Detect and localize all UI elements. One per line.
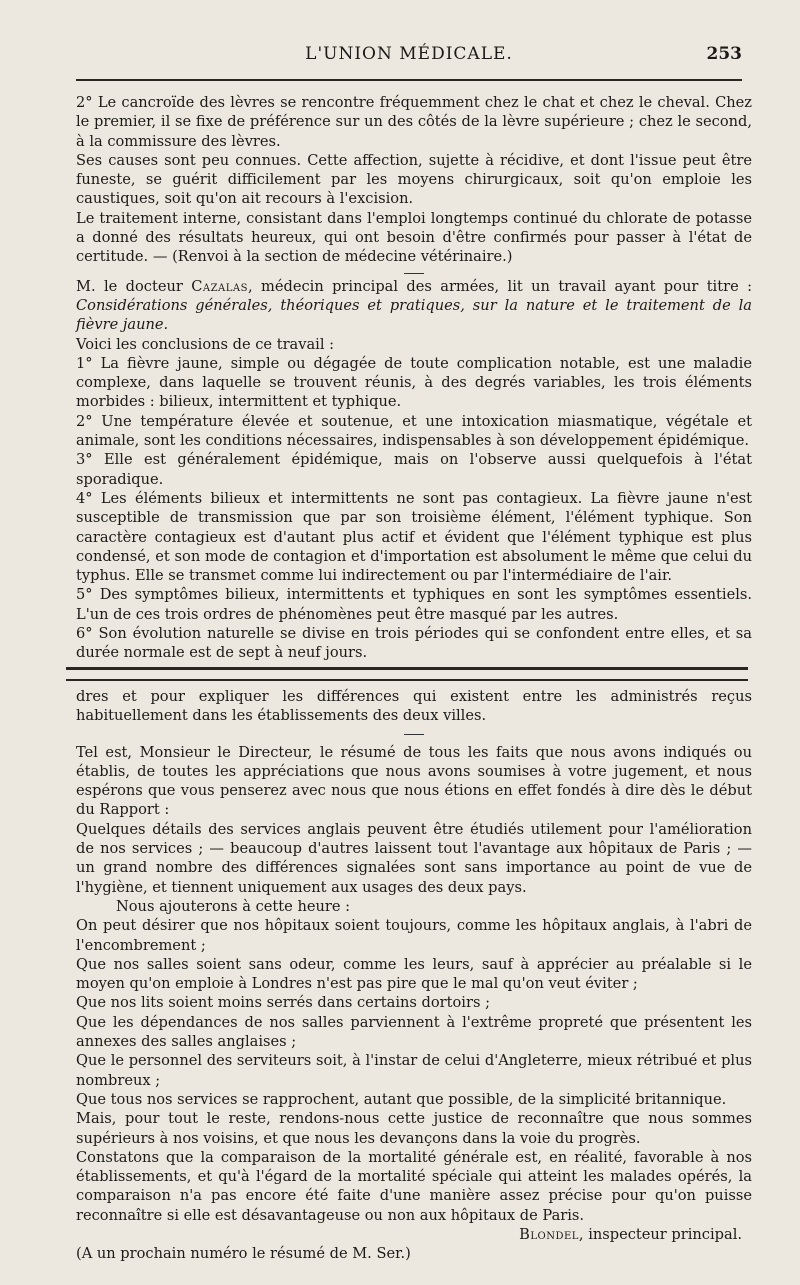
conclusion-item: 4° Les éléments bilieux et intermittents ne sont pas contagieux. La fièvre jaune n'est susceptible de transmission que par son troisième élément, l'élément typhique. Son caractère contagieux est d'autant plus actif et évident que l'élément typhique est plus condensé, et son mode de contagion et d'importation est absolument le même que celui du typhus. Elle se transmet comme lui indirectement ou par l'intermédiaire de l'air. [76, 489, 752, 585]
paragraph: Ses causes sont peu connues. Cette affection, sujette à récidive, et dont l'issue peut être funeste, se guérit difficilement par les moyens chirurgicaux, soit qu'on emploie les caustiques, soit qu'on ait recours à l'excision. [76, 151, 752, 208]
lower-article [76, 687, 752, 1264]
paragraph: dres et pour expliquer les différences qui existent entre les administrés reçus habituellement dans les établissements des deux villes. [76, 688, 752, 725]
paragraph: Voici les conclusions de ce travail : [76, 335, 335, 353]
author-name: Cazalas [191, 277, 248, 295]
paragraph: Quelques détails des services anglais peuvent être étudiés utilement pour l'amélioration de nos services ; — beaucoup d'autres laissent tout l'avantage aux hôpitaux de Paris ; — un grand nombre des différences signalées sont sans importance au point de vue de l'hygiène, et tiennent uniquement aux usages des deux pays. [76, 820, 752, 896]
upper-article [76, 93, 752, 663]
paragraph: 2° Le cancroïde des lèvres se rencontre fréquemment chez le chat et chez le cheval. Chez le premier, il se fixe de préférence sur un des côtés de la lèvre supérieure ; chez le second, à la commissure des lèvres. [76, 94, 752, 150]
paragraph: Que nos salles soient sans odeur, comme les leurs, sauf à apprécier au préalable si le moyen qu'on emploie à Londres n'est pas pire que le mal qu'on veut éviter ; [76, 955, 752, 993]
paragraph: Constatons que la comparaison de la mortalité générale est, en réalité, favorable à nos établissements, et qu'à l'égard de la mortalité spéciale qui atteint les malades opérés, la comparaison n'a pas encore été faite d'une manière assez précise pour qu'on puisse reconnaître si elle est désavantageuse ou non aux hôpitaux de Paris. [76, 1148, 752, 1224]
conclusion-item: 3° Elle est généralement épidémique, mais on l'observe aussi quelquefois à l'état sporadique. [76, 451, 752, 488]
conclusion-item: 5° Des symptômes bilieux, intermittents et typhiques en sont les symptômes essentiels. L'un de ces trois ordres de phénomènes peut être masqué par les autres. [76, 586, 752, 623]
paragraph: Que les dépendances de nos salles parviennent à l'extrême propreté que présentent les annexes des salles anglaises ; [76, 1013, 752, 1051]
signer-name: Blondel [519, 1226, 579, 1244]
signature [76, 1225, 752, 1244]
section-divider [404, 734, 424, 735]
paragraph: On peut désirer que nos hôpitaux soient toujours, comme les hôpitaux anglais, à l'abri de l'encombrement ; [76, 917, 752, 954]
text: , médecin principal des armées, lit un travail ayant pour titre : [248, 277, 753, 295]
header-rule [76, 79, 742, 81]
work-title: Considérations générales, théoriques et pratiques, sur la nature et le traitement de la fièvre jaune. [76, 296, 752, 334]
paragraph: Que le personnel des serviteurs soit, à l'instar de celui d'Angleterre, mieux rétribué et plus nombreux ; [76, 1052, 752, 1089]
feuilleton-divider [66, 667, 748, 681]
paragraph: Mais, pour tout le reste, rendons-nous cette justice de reconnaître que nous sommes supérieurs à nos voisins, et que nous les devançons dans la voie du progrès. [76, 1110, 752, 1147]
footnote: (A un prochain numéro le résumé de M. Ser.) [76, 1245, 411, 1263]
signer-role: , inspecteur principal. [578, 1226, 742, 1244]
paragraph-cazalas [76, 277, 752, 335]
journal-title: L'UNION MÉDICALE. [305, 44, 513, 64]
section-divider [404, 273, 424, 274]
paragraph: Tel est, Monsieur le Directeur, le résumé de tous les faits que nous avons indiqués ou établis, de toutes les appréciations que nous avons soumises à votre jugement, et nous espérons que vous penserez avec nous que nous étions en effet fondés à dire dès le début du Rapport : [76, 743, 752, 819]
paragraph: Que nos lits soient moins serrés dans certains dortoirs ; [76, 994, 490, 1012]
paragraph: Nous ajouterons à cette heure : [116, 897, 351, 915]
conclusion-item: 6° Son évolution naturelle se divise en trois périodes qui se confondent entre elles, et sa durée normale est de sept à neuf jours. [76, 625, 752, 662]
paragraph: Que tous nos services se rapprochent, autant que possible, de la simplicité britannique. [76, 1090, 727, 1108]
conclusion-item: 2° Une température élevée et soutenue, et une intoxication miasmatique, végétale et animale, sont les conditions nécessaires, indispensables à son développement épidémique. [76, 412, 752, 450]
paragraph: Le traitement interne, consistant dans l'emploi longtemps continué du chlorate de potasse a donné des résultats heureux, qui ont besoin d'être confirmés pour passer à l'état de certitude. — (Renvoi à la section de médecine vétérinaire.) [76, 209, 752, 266]
page-number: 253 [706, 44, 742, 64]
page-header [76, 44, 742, 74]
text: M. le docteur [76, 277, 192, 295]
conclusion-item: 1° La fièvre jaune, simple ou dégagée de toute complication notable, est une maladie complexe, dans laquelle se trouvent réunis, à des degrés variables, les trois éléments morbides : bilieux, intermittent et typhique. [76, 354, 752, 411]
